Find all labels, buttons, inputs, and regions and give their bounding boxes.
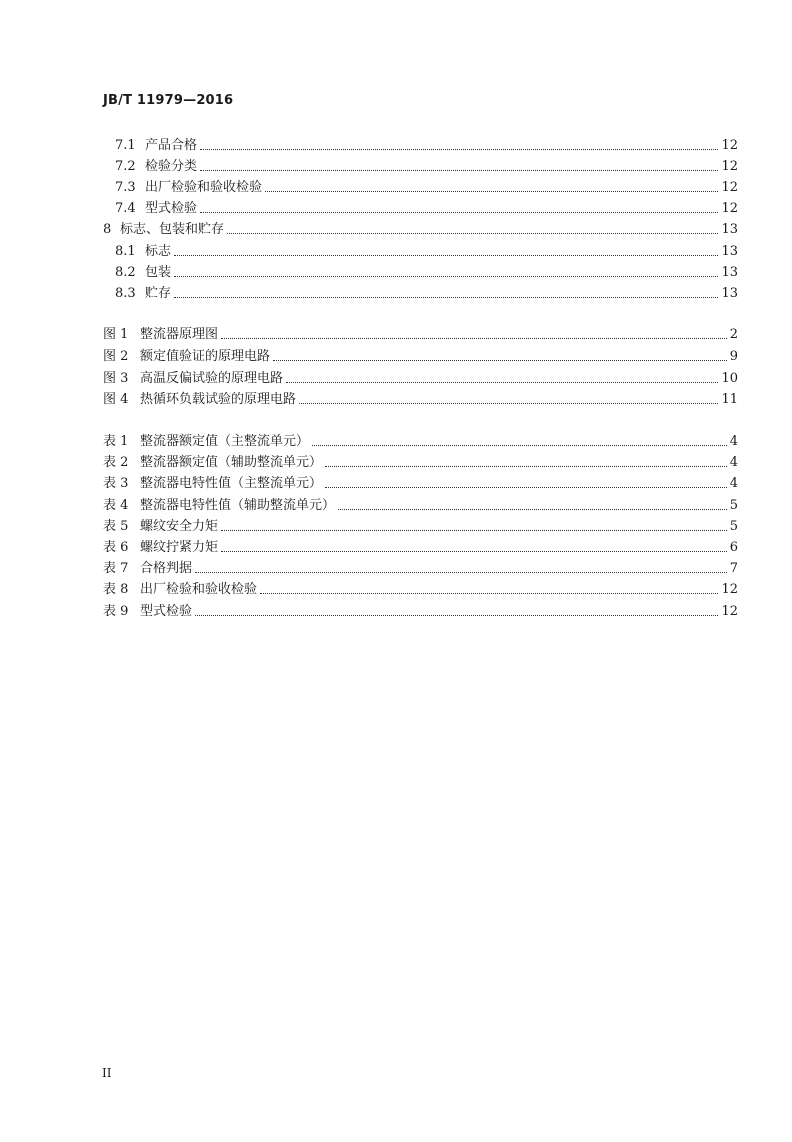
toc-entry-page: 2 [729,327,738,342]
toc-figure-1[interactable] [103,323,738,343]
dot-leader [195,614,718,616]
toc-entry-title: 螺纹安全力矩 [140,519,219,534]
toc-entry-title: 包装 [145,265,172,280]
toc-entry-title: 合格判据 [140,561,193,576]
dot-leader [325,486,727,488]
toc-entry-number: 图 4 [103,392,129,407]
toc-entry-page: 9 [729,349,738,364]
toc-table-9[interactable] [103,600,738,620]
toc-entry-number: 表 3 [103,476,129,491]
toc-entry-page: 12 [721,604,738,619]
dot-leader [286,381,718,383]
toc-entry-number: 表 6 [103,540,129,555]
toc-entry-page: 12 [721,159,738,174]
dot-leader [338,508,727,510]
toc-entry-page: 13 [721,265,738,280]
toc-table-5[interactable] [103,515,738,535]
toc-entry-page: 13 [721,244,738,259]
toc-entry-7-4[interactable] [115,197,738,217]
dot-leader [312,444,727,446]
toc-entry-number: 图 1 [103,327,129,342]
dot-leader [265,190,718,192]
toc-entry-title: 整流器原理图 [140,327,219,342]
toc-figure-2[interactable] [103,345,738,365]
dot-leader [174,296,718,298]
page-number-footer: II [102,1066,112,1080]
toc-entry-page: 5 [729,498,738,513]
dot-leader [221,529,727,531]
toc-entry-page: 12 [721,138,738,153]
dot-leader [325,465,727,467]
toc-entry-8-2[interactable] [115,261,738,281]
dot-leader [200,148,718,150]
toc-entry-title: 检验分类 [145,159,198,174]
toc-table-7[interactable] [103,557,738,577]
toc-entry-title: 型式检验 [145,201,198,216]
toc-entry-title: 整流器电特性值（主整流单元） [140,476,323,491]
dot-leader [221,550,727,552]
toc-entry-8[interactable] [103,218,738,238]
toc-entry-number: 表 1 [103,434,129,449]
toc-entry-number: 表 5 [103,519,129,534]
dot-leader [227,232,718,234]
toc-entry-title: 标志、包装和贮存 [120,222,225,237]
toc-entry-page: 11 [721,392,738,407]
toc-entry-title: 热循环负载试验的原理电路 [140,392,297,407]
toc-table-6[interactable] [103,536,738,556]
toc-entry-8-3[interactable] [115,282,738,302]
toc-entry-title: 产品合格 [145,138,198,153]
toc-entry-number: 图 2 [103,349,129,364]
toc-entry-title: 整流器电特性值（辅助整流单元） [140,498,336,513]
toc-entry-number: 表 7 [103,561,129,576]
toc-table-2[interactable] [103,451,738,471]
toc-entry-number: 表 2 [103,455,129,470]
toc-entry-title: 出厂检验和验收检验 [145,180,263,195]
dot-leader [260,592,718,594]
dot-leader [299,402,718,404]
toc-table-4[interactable] [103,494,738,514]
toc-entry-number: 7.1 [115,138,136,153]
toc-entry-title: 出厂检验和验收检验 [140,582,258,597]
toc-entry-number: 8.3 [115,286,136,301]
toc-entry-page: 7 [729,561,738,576]
toc-entry-page: 4 [729,434,738,449]
toc-entry-number: 7.4 [115,201,136,216]
toc-entry-7-2[interactable] [115,155,738,175]
toc-entry-page: 10 [721,371,738,386]
toc-figure-4[interactable] [103,388,738,408]
dot-leader [221,337,727,339]
toc-entry-title: 整流器额定值（辅助整流单元） [140,455,323,470]
dot-leader [200,211,718,213]
toc-entry-number: 8.2 [115,265,136,280]
toc-table-3[interactable] [103,472,738,492]
toc-entry-title: 贮存 [145,286,172,301]
toc-entry-8-1[interactable] [115,240,738,260]
dot-leader [273,359,727,361]
toc-entry-7-1[interactable] [115,134,738,154]
toc-entry-number: 8.1 [115,244,136,259]
toc-entry-number: 7.3 [115,180,136,195]
toc-entry-page: 6 [729,540,738,555]
toc-entry-page: 12 [721,201,738,216]
toc-entry-number: 8 [103,222,112,237]
toc-entry-7-3[interactable] [115,176,738,196]
toc-entry-number: 表 9 [103,604,129,619]
toc-entry-number: 7.2 [115,159,136,174]
toc-entry-number: 图 3 [103,371,129,386]
toc-entry-page: 5 [729,519,738,534]
toc-entry-title: 螺纹拧紧力矩 [140,540,219,555]
dot-leader [195,571,727,573]
toc-entry-title: 整流器额定值（主整流单元） [140,434,310,449]
dot-leader [174,254,718,256]
dot-leader [174,275,718,277]
toc-entry-title: 高温反偏试验的原理电路 [140,371,284,386]
toc-figure-3[interactable] [103,367,738,387]
toc-table-1[interactable] [103,430,738,450]
toc-table-8[interactable] [103,578,738,598]
toc-entry-title: 额定值验证的原理电路 [140,349,271,364]
document-code-header: JB/T 11979—2016 [103,93,234,108]
toc-entry-page: 13 [721,286,738,301]
toc-entry-page: 12 [721,180,738,195]
toc-entry-title: 标志 [145,244,172,259]
toc-entry-page: 13 [721,222,738,237]
toc-entry-number: 表 8 [103,582,129,597]
toc-entry-page: 4 [729,455,738,470]
toc-entry-title: 型式检验 [140,604,193,619]
dot-leader [200,169,718,171]
toc-entry-page: 12 [721,582,738,597]
toc-entry-number: 表 4 [103,498,129,513]
toc-entry-page: 4 [729,476,738,491]
